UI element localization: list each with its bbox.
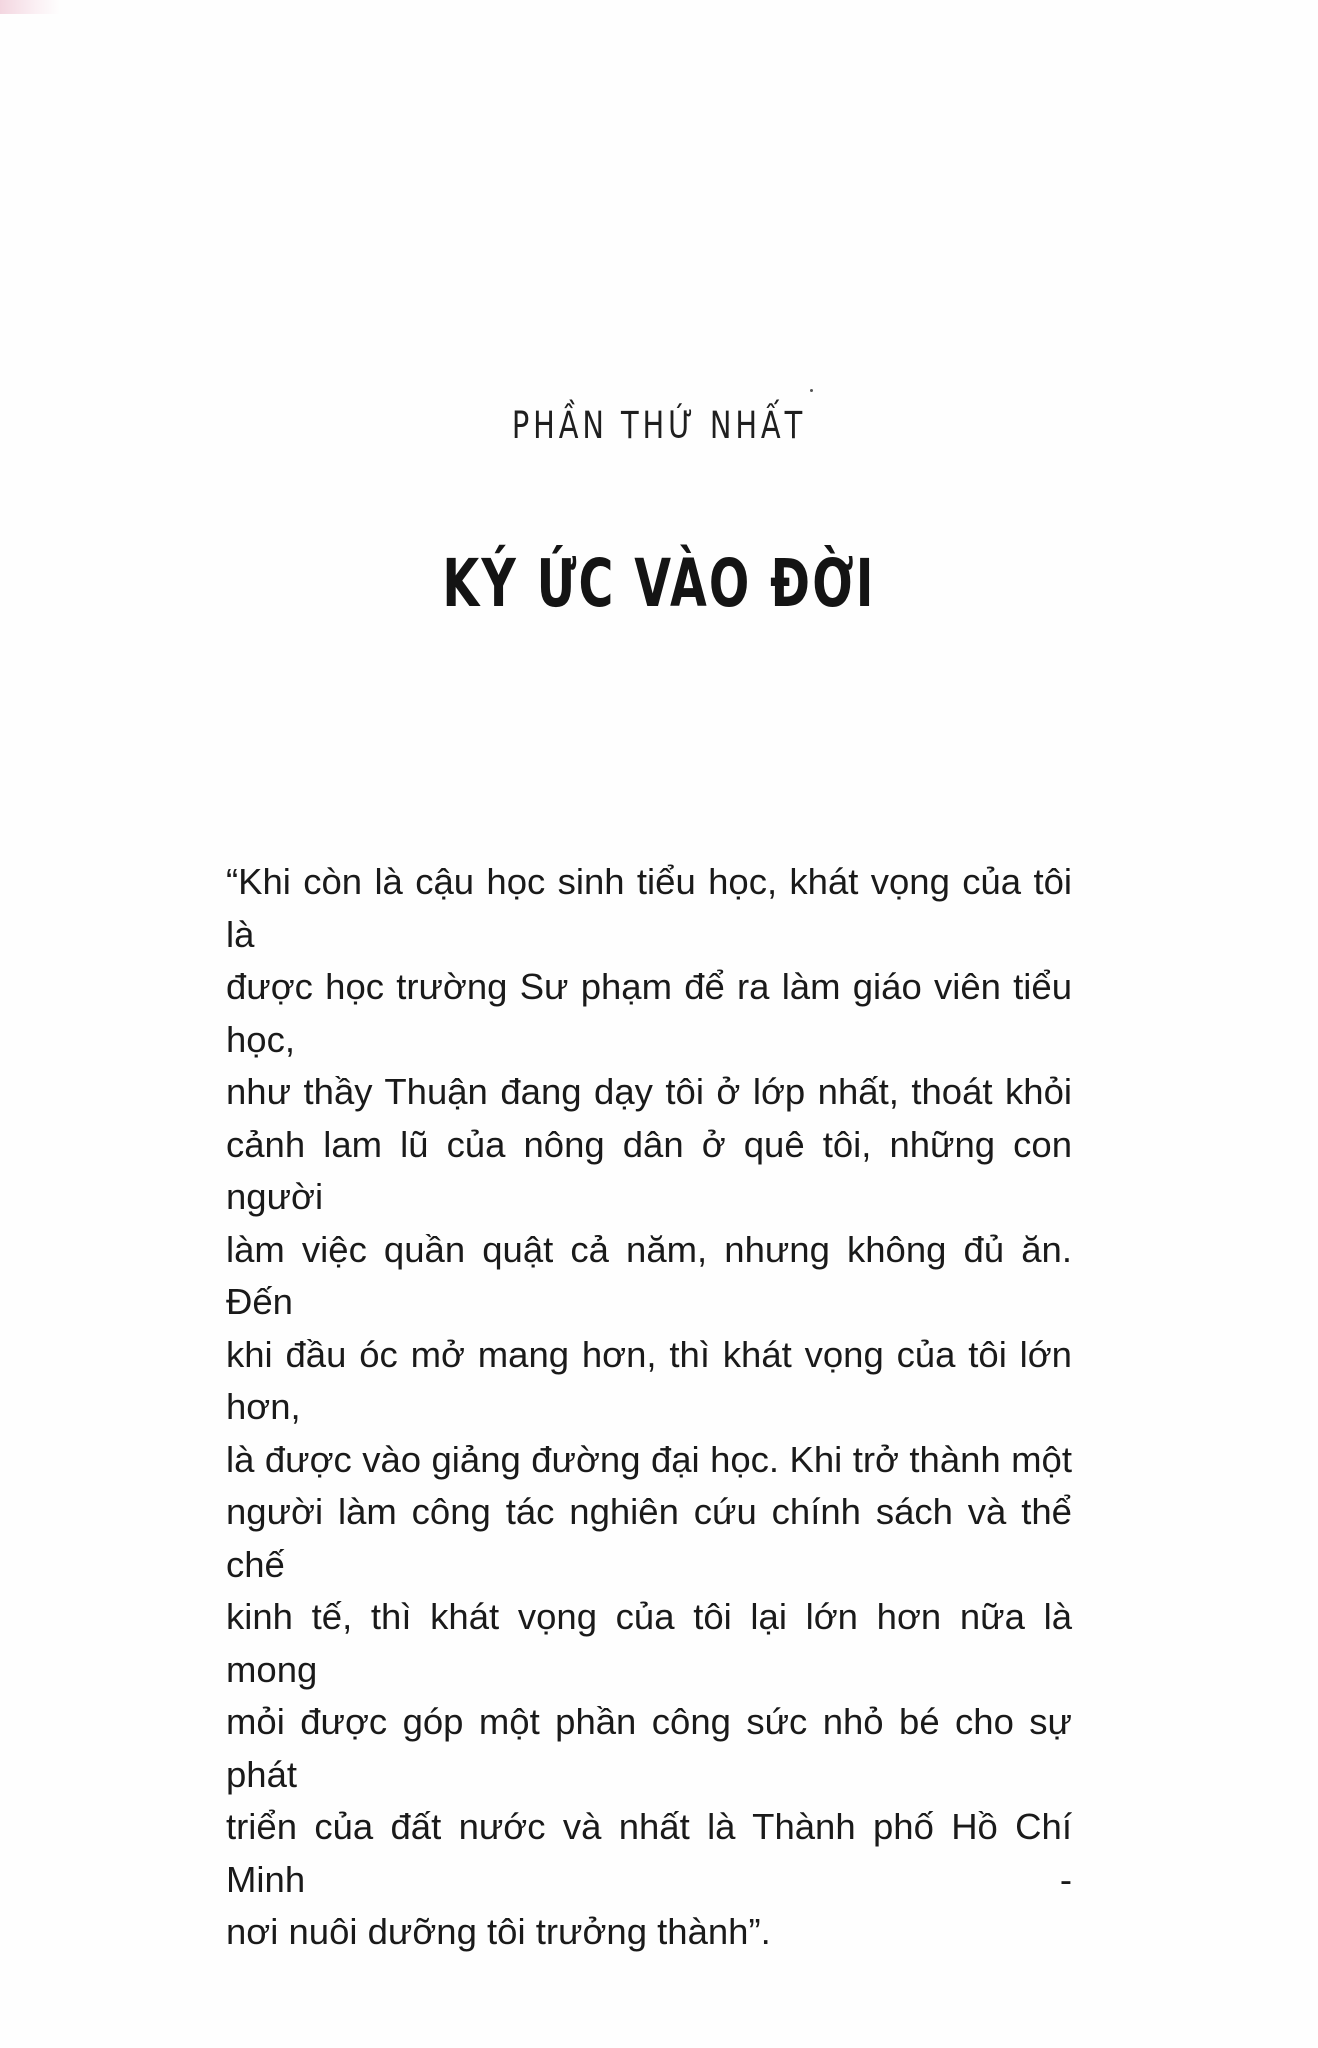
quote-line: mỏi được góp một phần công sức nhỏ bé cho sự phát [226,1701,1072,1795]
quote-line: là được vào giảng đường đại học. Khi trở thành một [226,1438,1072,1480]
quote-line: như thầy Thuận đang dạy tôi ở lớp nhất, thoát khỏi [226,1071,1072,1112]
quote-line: được học trường Sư phạm để ra làm giáo viên tiểu học, [226,966,1072,1060]
print-speck [810,389,813,392]
quote-line: triển của đất nước và nhất là Thành phố Hồ Chí Minh - [226,1806,1072,1900]
quote-line: làm việc quần quật cả năm, nhưng không đủ ăn. Đến [226,1228,1072,1322]
quote-line: cảnh lam lũ của nông dân ở quê tôi, những con người [226,1123,1072,1217]
epigraph-quote [226,856,1072,1959]
part-label: PHẦN THỨ NHẤT [511,404,807,447]
scan-edge-mark [0,0,60,14]
quote-line: khi đầu óc mở mang hơn, thì khát vọng của tôi lớn hơn, [226,1333,1072,1427]
quote-line: nơi nuôi dưỡng tôi trưởng thành”. [226,1911,771,1952]
quote-line: người làm công tác nghiên cứu chính sách và thể chế [226,1491,1072,1585]
part-title: KÝ ỨC VÀO ĐỜI [442,545,876,622]
quote-line: “Khi còn là cậu học sinh tiểu học, khát vọng của tôi là [226,861,1072,955]
quote-line: kinh tế, thì khát vọng của tôi lại lớn hơn nữa là mong [226,1596,1072,1690]
